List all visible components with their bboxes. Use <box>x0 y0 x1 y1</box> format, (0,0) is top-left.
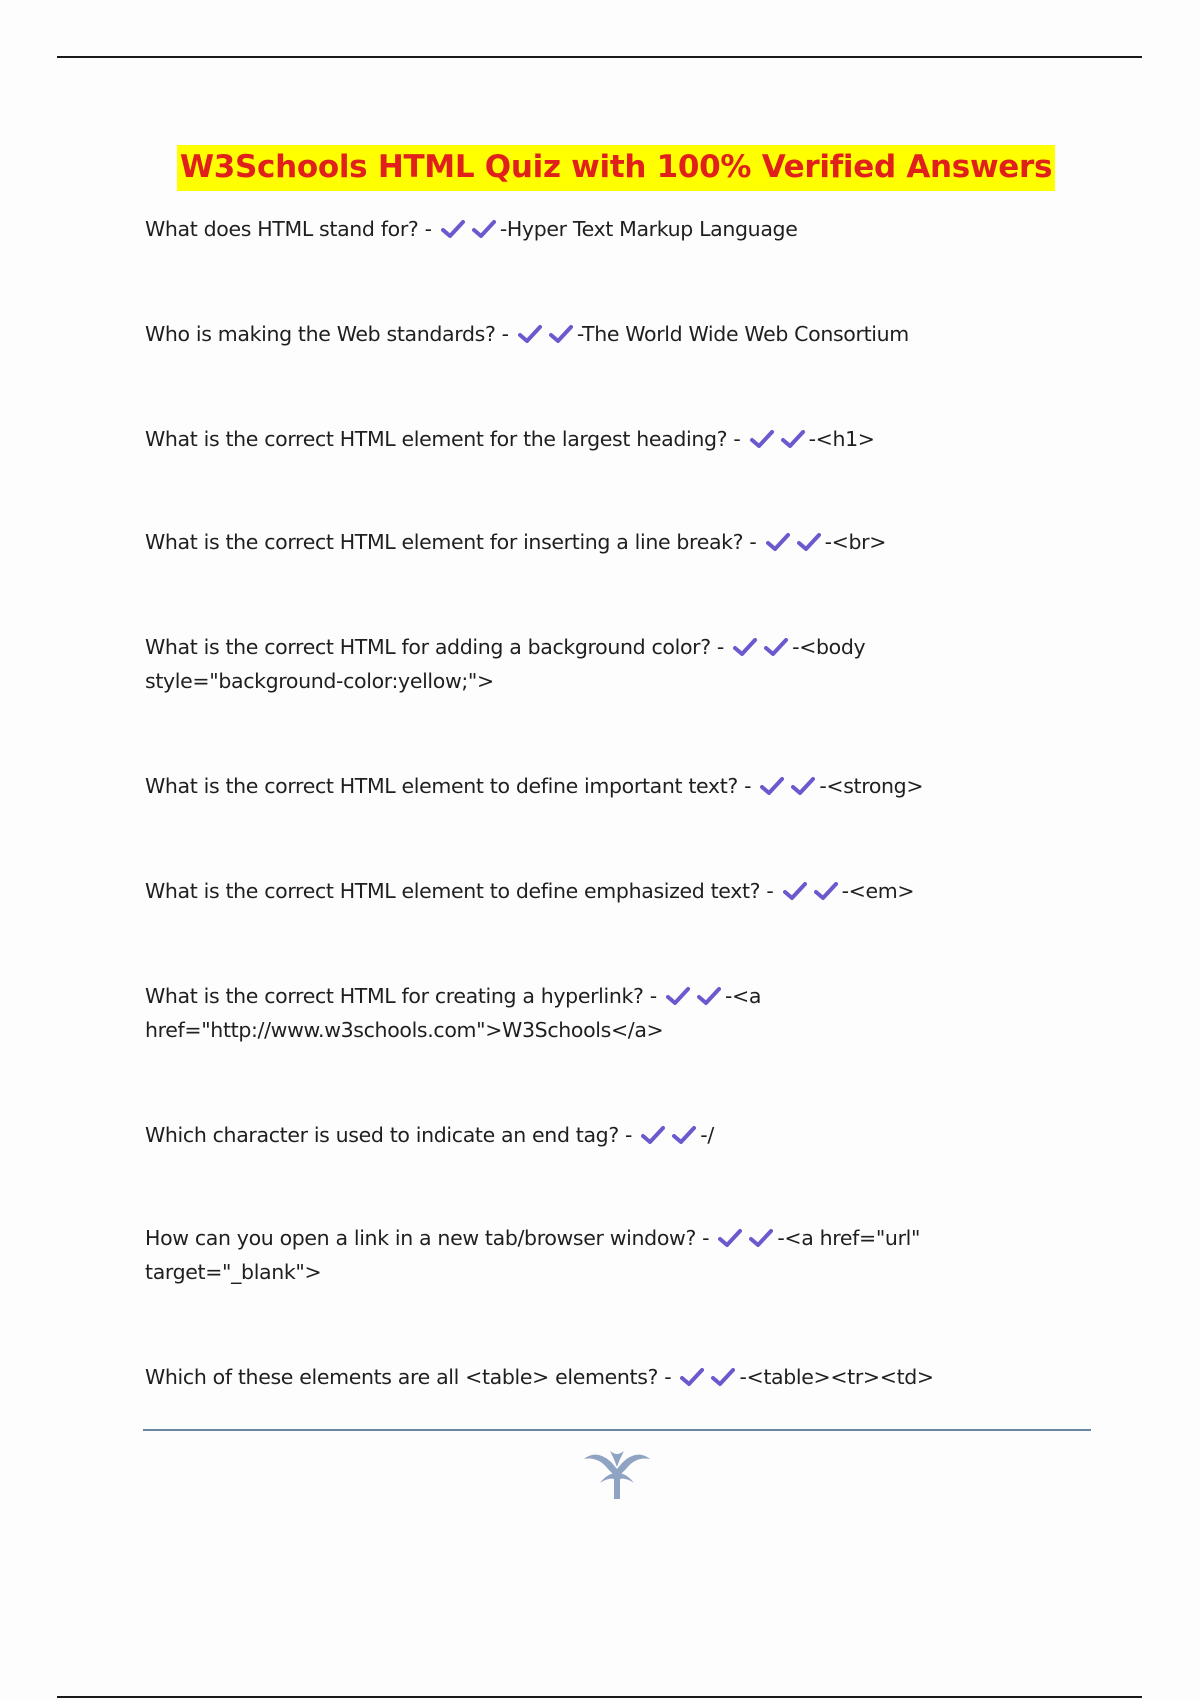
answer-text: -<h1> <box>808 427 875 451</box>
answer-text: -<a href="url" target="_blank"> <box>145 1226 921 1284</box>
answer-text: -<body style="background-color:yellow;"> <box>145 635 866 693</box>
title-wrap <box>0 145 1200 191</box>
question-text: What is the correct HTML element to define emphasized text? - <box>145 879 774 903</box>
answer-text: -<strong> <box>819 774 924 798</box>
footer-logo-icon <box>580 1445 654 1501</box>
qa-item <box>145 979 805 1047</box>
answer-text: -Hyper Text Markup Language <box>499 217 798 241</box>
question-text: What is the correct HTML element for the largest heading? - <box>145 427 741 451</box>
answer-text: -<table><tr><td> <box>739 1365 934 1389</box>
qa-item <box>145 630 905 698</box>
qa-item <box>145 1221 945 1289</box>
question-text: Which character is used to indicate an end tag? - <box>145 1123 633 1147</box>
question-text: What is the correct HTML for adding a background color? - <box>145 635 724 659</box>
answer-text: -<em> <box>841 879 915 903</box>
check-icon <box>641 1125 665 1145</box>
bottom-rule <box>57 1696 1142 1698</box>
check-icon <box>766 532 790 552</box>
check-icon <box>750 429 774 449</box>
check-icon <box>666 986 690 1006</box>
question-text: How can you open a link in a new tab/browser window? - <box>145 1226 710 1250</box>
answer-text: -<a href="http://www.w3schools.com">W3Schools</a> <box>145 984 762 1042</box>
check-icon <box>797 532 821 552</box>
qa-item <box>145 874 1045 908</box>
check-icon <box>781 429 805 449</box>
qa-item <box>145 317 1045 351</box>
check-icon <box>711 1367 735 1387</box>
document-title: W3Schools HTML Quiz with 100% Verified Answers <box>177 145 1055 191</box>
check-icon <box>749 1228 773 1248</box>
qa-item <box>145 1118 1045 1152</box>
qa-item <box>145 422 1045 456</box>
footer-rule <box>143 1429 1091 1431</box>
qa-item <box>145 212 1045 246</box>
question-text: What is the correct HTML element to define important text? - <box>145 774 752 798</box>
check-icon <box>764 637 788 657</box>
question-text: Who is making the Web standards? - <box>145 322 509 346</box>
check-icon <box>672 1125 696 1145</box>
qa-item <box>145 1360 1045 1394</box>
check-icon <box>783 881 807 901</box>
check-icon <box>472 219 496 239</box>
check-icon <box>680 1367 704 1387</box>
qa-item <box>145 769 1045 803</box>
check-icon <box>441 219 465 239</box>
check-icon <box>549 324 573 344</box>
check-icon <box>733 637 757 657</box>
question-text: What does HTML stand for? - <box>145 217 432 241</box>
check-icon <box>697 986 721 1006</box>
qa-item <box>145 525 1045 559</box>
check-icon <box>791 776 815 796</box>
answer-text: -/ <box>700 1123 714 1147</box>
check-icon <box>518 324 542 344</box>
top-rule <box>57 56 1142 58</box>
question-text: Which of these elements are all <table> elements? - <box>145 1365 672 1389</box>
check-icon <box>718 1228 742 1248</box>
question-text: What is the correct HTML element for inserting a line break? - <box>145 530 757 554</box>
question-text: What is the correct HTML for creating a hyperlink? - <box>145 984 657 1008</box>
check-icon <box>814 881 838 901</box>
answer-text: -The World Wide Web Consortium <box>576 322 909 346</box>
check-icon <box>760 776 784 796</box>
answer-text: -<br> <box>824 530 887 554</box>
